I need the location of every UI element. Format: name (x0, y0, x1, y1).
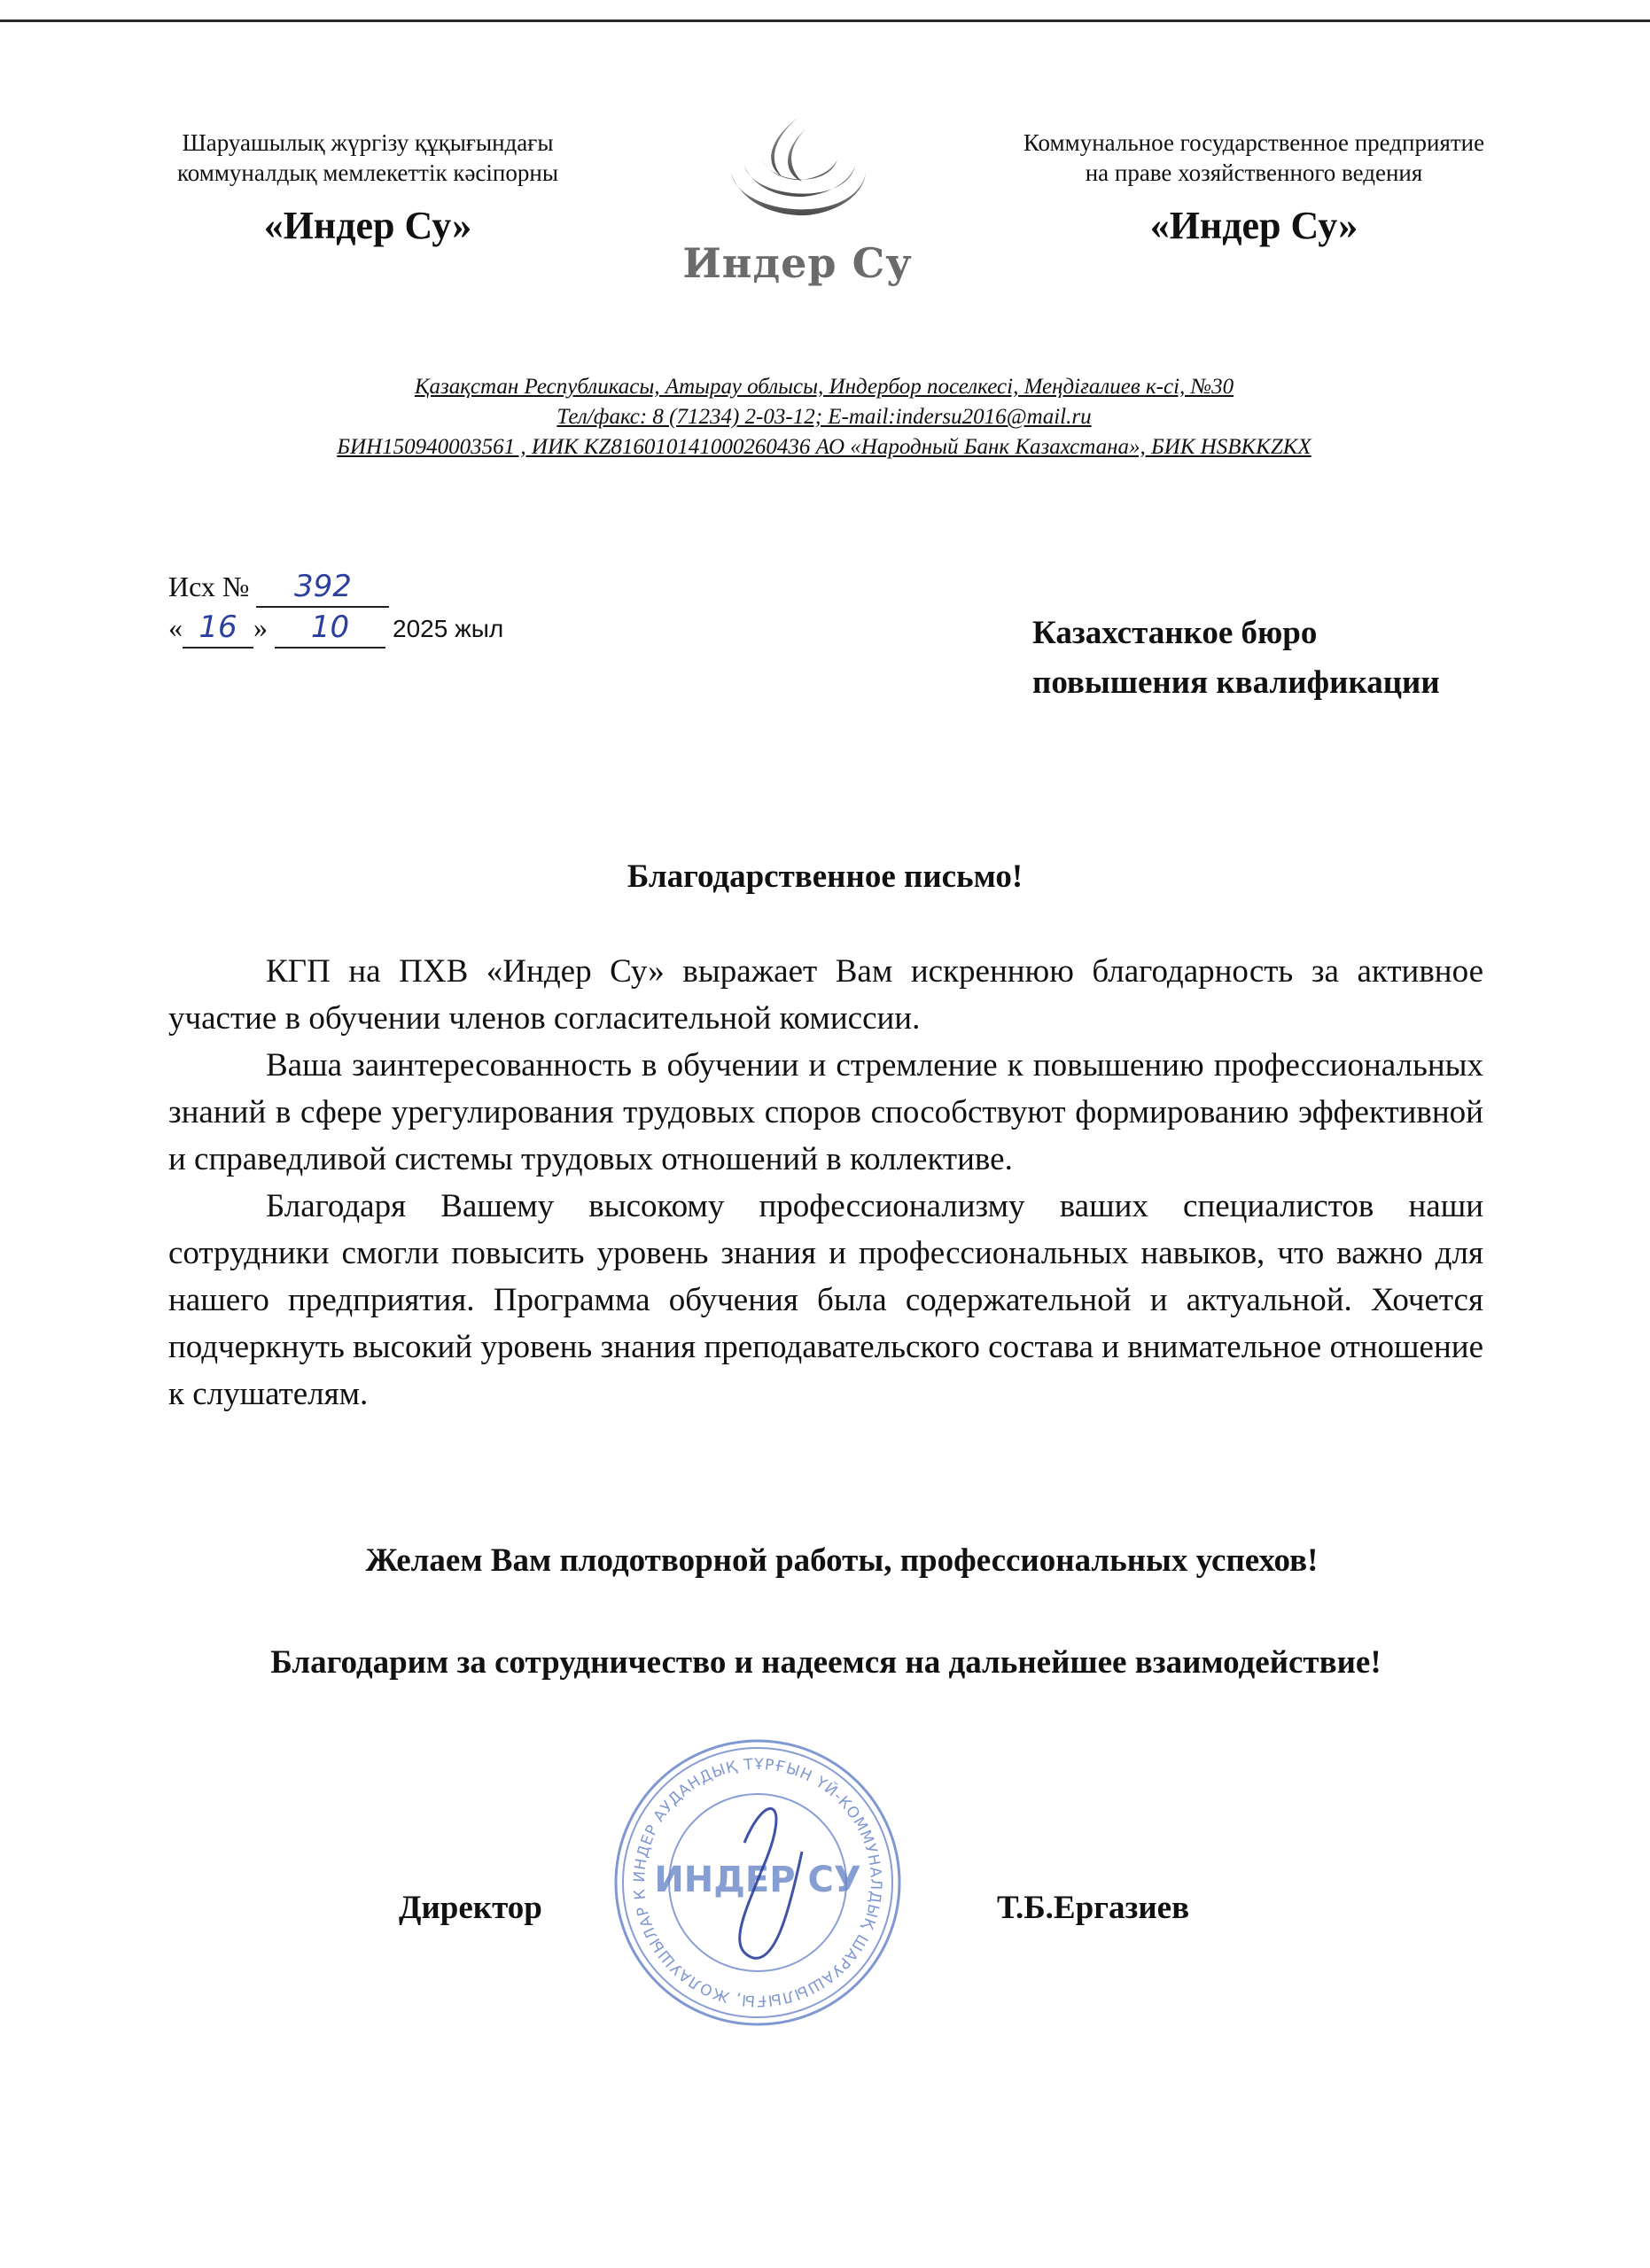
outgoing-number-label: Исх № (168, 571, 250, 602)
contact-phone-email: Тел/факс: 8 (71234) 2-03-12; E-mail:indersu2016@mail.ru (556, 405, 1092, 429)
date-month-handwritten: 10 (310, 610, 350, 645)
header-left-line1: Шаруашылық жүргізу құқығындағы (182, 129, 554, 156)
letter-paragraph-1: КГП на ПХВ «Индер Су» выражает Вам искреннюю благодарность за активное участие в обучении членов согласительной комиссии. (168, 953, 1483, 1037)
outgoing-number-field (256, 567, 389, 608)
recipient-line1: Казахстанкое бюро (1032, 615, 1318, 651)
contact-bank-details: БИН150940003561 , ИИК KZ816010141000260436 АО «Народный Банк Казахстана», БИК HSBKKZKX (337, 435, 1311, 459)
header-right-org-name: «Индер Су» (1149, 203, 1358, 247)
date-close-quote: » (253, 611, 268, 643)
round-seal-icon (611, 1736, 904, 2029)
recipient-line2: повышения квалификации (1032, 664, 1440, 701)
header-right-line2: на праве хозяйственного ведения (1085, 159, 1423, 186)
closing-wishes: Желаем Вам плодотворной работы, профессиональных успехов! (365, 1542, 1319, 1579)
outgoing-reference (168, 567, 503, 649)
top-border-line (0, 19, 1650, 22)
letter-paragraph-2: Ваша заинтересованность в обучении и стремление к повышению профессиональных знаний в сфере урегулирования трудовых споров способствуют формированию эффективной и справедливой системы трудовых отношений в коллективе. (168, 1047, 1483, 1177)
date-year-text: 2025 жыл (393, 615, 504, 642)
logo-text: Индер Су (682, 239, 913, 287)
header-right-line1: Коммунальное государственное предприятие (1023, 129, 1485, 156)
outgoing-date-line (168, 608, 503, 649)
header-right-russian (979, 128, 1529, 250)
recipient-block (1032, 609, 1440, 708)
outgoing-number-line (168, 567, 503, 608)
date-day-handwritten: 16 (198, 610, 237, 645)
outgoing-number-handwritten: 392 (293, 569, 352, 604)
date-day-field (183, 608, 253, 649)
header-left-line2: коммуналдық мемлекеттік кәсіпорны (177, 159, 558, 186)
stamp-center-text: ИНДЕР СУ (654, 1860, 861, 1900)
contact-details (177, 372, 1471, 462)
header-left-org-name: «Индер Су» (263, 203, 472, 247)
stamp-ring-text: ИНДЕР АУДАНДЫҚ ТҰРҒЫН ҮЙ-КОММУНАЛДЫҚ ШАРУАШЫЛЫҒЫ, ЖОЛАУШЫЛАР К (630, 1755, 885, 2010)
date-month-field (275, 608, 385, 649)
contact-address: Қазақстан Республикасы, Атырау облысы, Индербор поселкесі, Меңдіғалиев к-сі, №30 (414, 375, 1234, 399)
company-logo (665, 111, 930, 288)
header-left-kazakh (128, 128, 607, 250)
signature-role: Директор (399, 1890, 542, 1926)
date-open-quote: « (168, 611, 183, 643)
letter-body (168, 948, 1483, 1418)
letter-title: Благодарственное письмо! (627, 858, 1023, 895)
official-stamp (611, 1736, 904, 2029)
letter-paragraph-3: Благодаря Вашему высокому профессионализму ваших специалистов наши сотрудники смогли повысить уровень знания и профессиональных навыков, что важно для нашего предприятия. Программа обучения была содержательной и актуальной. Хочется подчеркнуть высокий уровень знания преподавательского состава и внимательное отношение к слушателям. (168, 1188, 1483, 1412)
closing-thanks: Благодарим за сотрудничество и надеемся на дальнейшее взаимодействие! (270, 1644, 1381, 1681)
signature-name: Т.Б.Ергазиев (997, 1890, 1190, 1926)
water-drop-logo-icon (713, 111, 882, 244)
